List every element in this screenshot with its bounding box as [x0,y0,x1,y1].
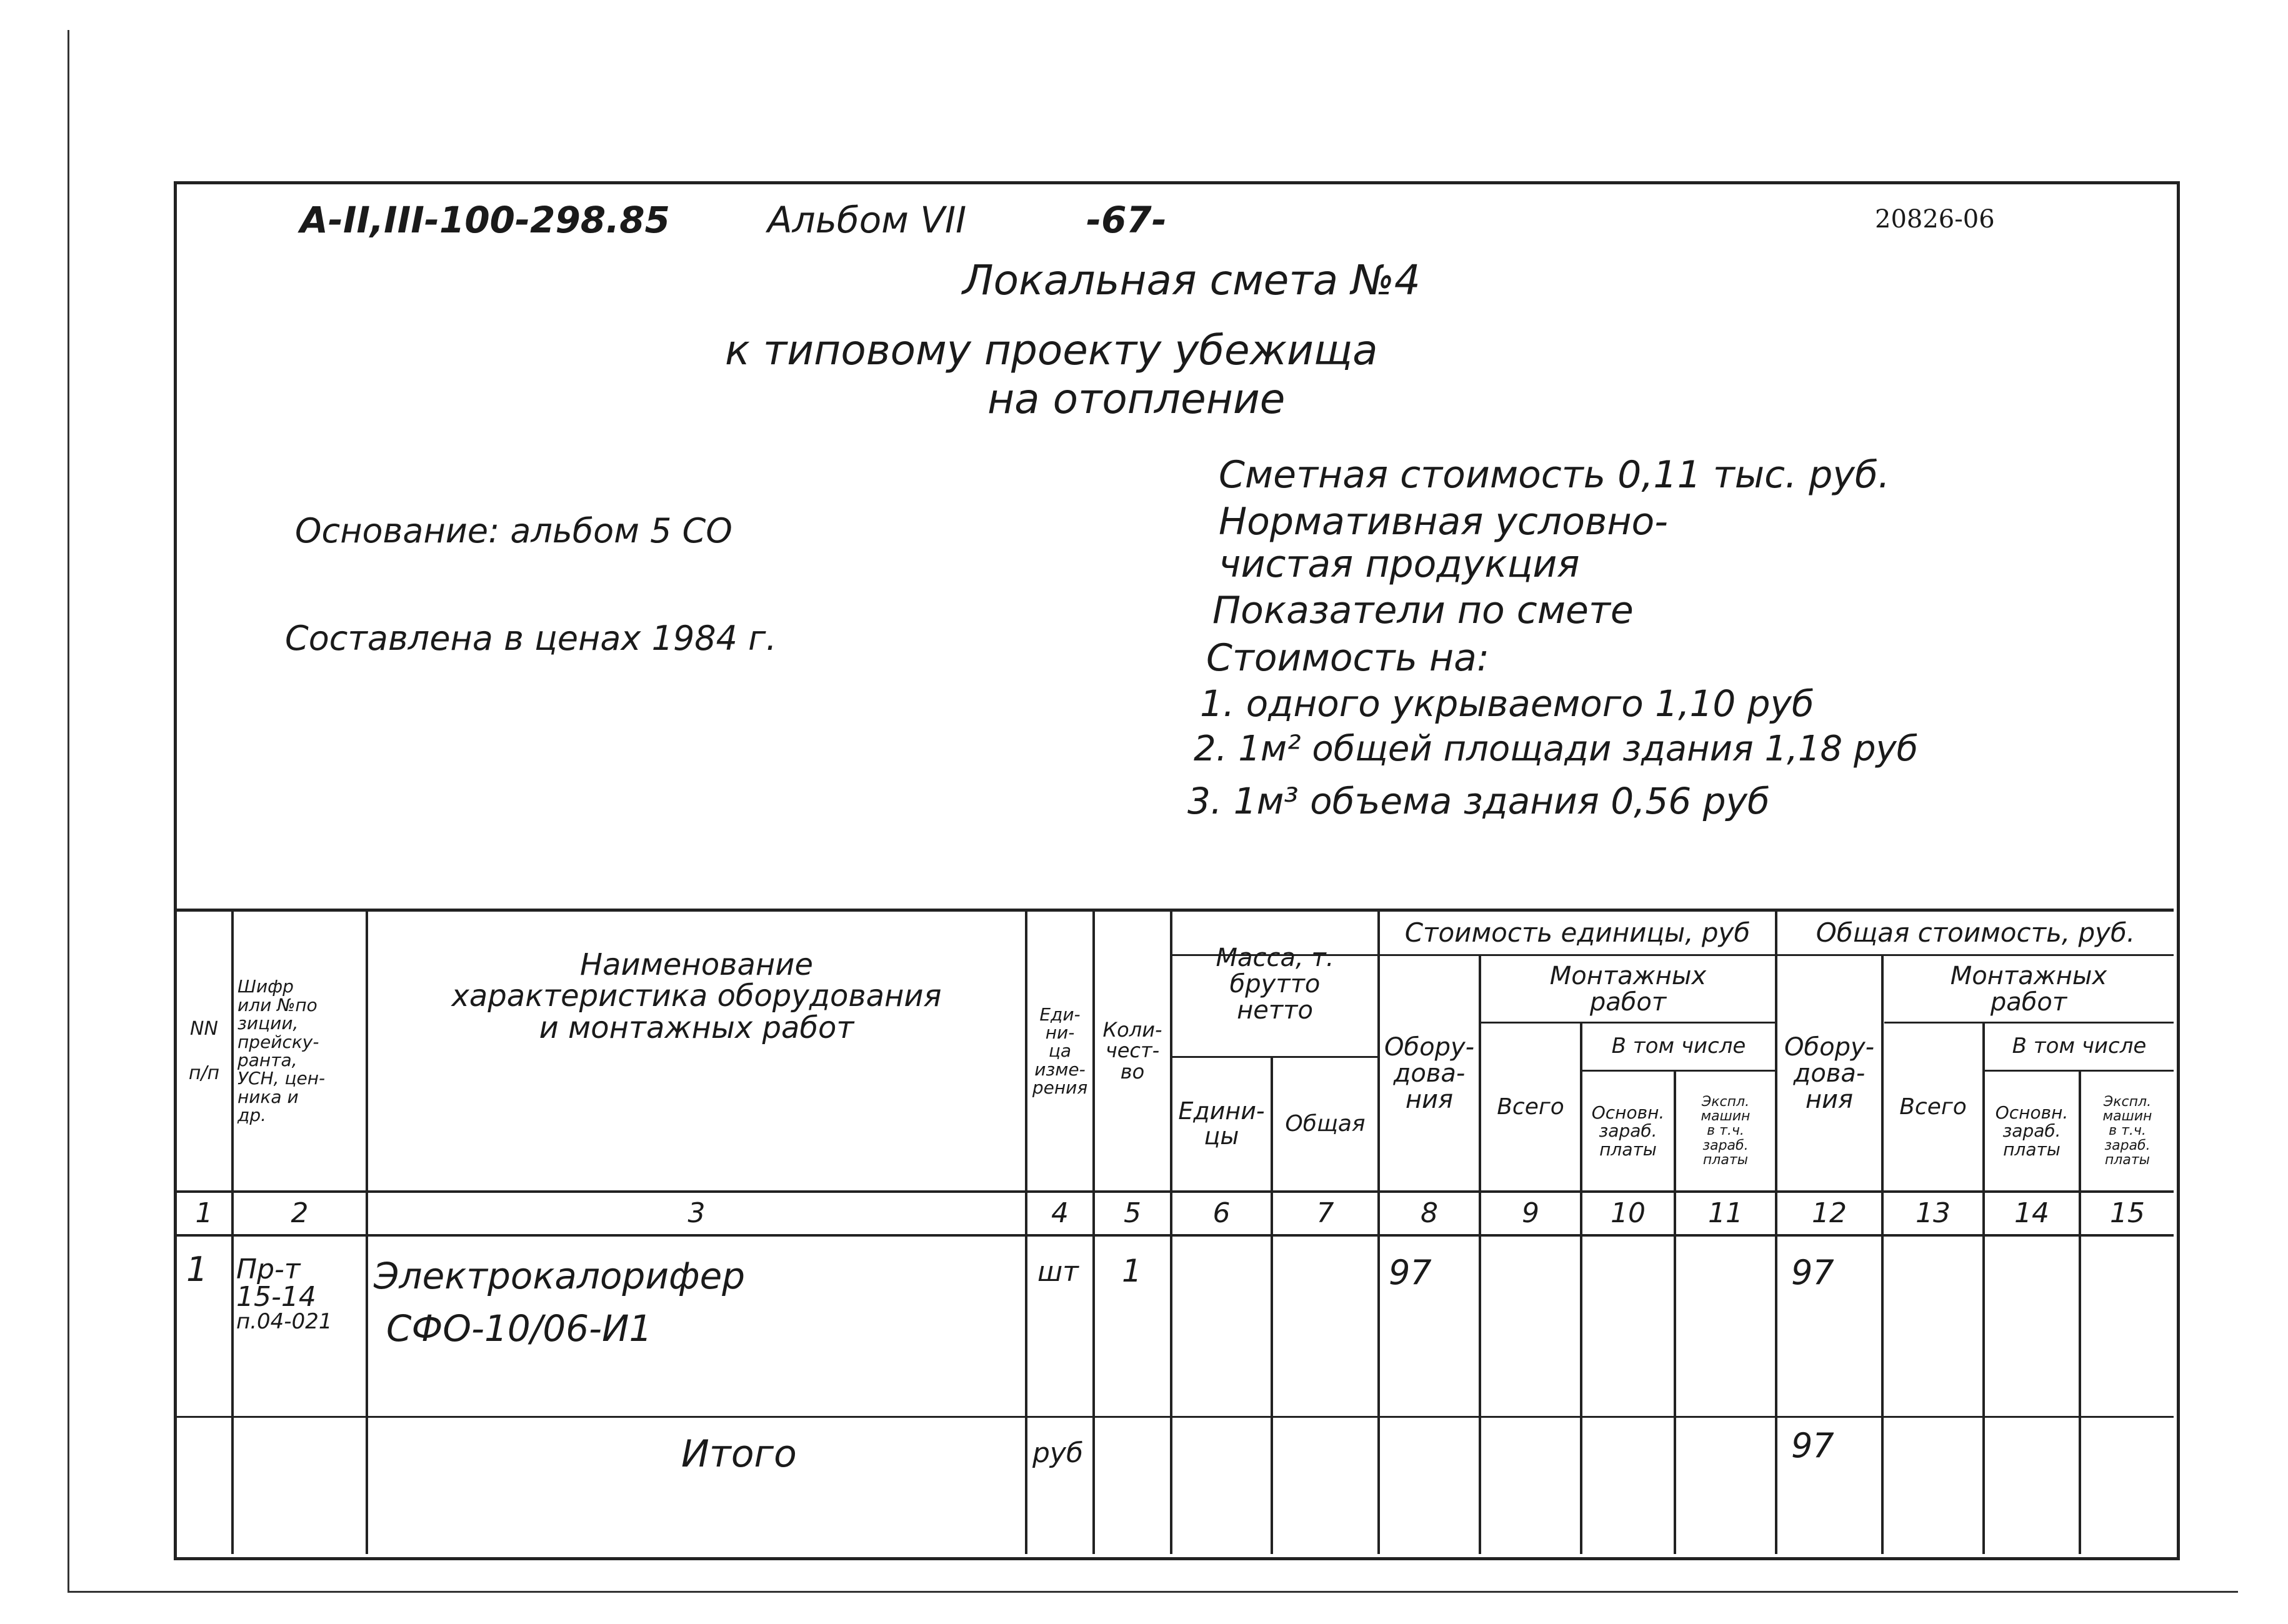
header-mach-unit: Экспл. машин в т.ч. зараб. платы [1701,1094,1751,1168]
colnum-10: 10 [1611,1197,1646,1229]
colnum-11: 11 [1708,1197,1743,1229]
header-total-cost: Общая стоимость, руб. [1816,917,2136,948]
header-incl-total: В том числе [2012,1034,2147,1059]
header-nn: NN п/п [188,1017,220,1084]
row-bottom-line [177,1416,2174,1418]
row-number: 1 [186,1250,208,1289]
row-qty: 1 [1122,1253,1142,1289]
header-wage-unit: Основн. зараб. платы [1591,1102,1665,1160]
colnum-1: 1 [195,1197,213,1229]
header-code: Шифр или №по зиции, прейску- ранта, УСН, цен- ника и др. [237,976,326,1126]
document-title: Локальная смета №4 [962,256,1421,304]
colnum-6: 6 [1212,1197,1231,1229]
colnum-14: 14 [2014,1197,2049,1229]
colnum-2: 2 [291,1197,309,1229]
normative-line-2: чистая продукция [1219,542,1580,586]
header-name: Наименование характеристика оборудования и монтажных работ [451,947,942,1045]
document-subtitle-1: к типовому проекту убежища [725,326,1378,374]
basis-text: Основание: альбом 5 СО [295,511,732,550]
colnum-8: 8 [1421,1197,1438,1229]
header-unit-cost: Стоимость единицы, руб [1404,917,1751,948]
header-mass-unit: Едини- цы [1178,1097,1265,1150]
total-unit: руб [1032,1437,1084,1469]
header-mass: Масса, т. брутто нетто [1216,943,1334,1025]
header-mass-total: Общая [1285,1111,1366,1137]
cost-on-heading: Стоимость на: [1206,636,1490,680]
total-label: Итого [681,1432,797,1476]
colnum-4: 4 [1051,1197,1069,1229]
header-all-unit: Всего [1497,1093,1564,1120]
header-unit: Еди- ни- ца изме- рения [1032,1004,1088,1098]
row-name: Электрокалорифер СФО-10/06-И1 [374,1255,746,1350]
colnum-5: 5 [1124,1197,1141,1229]
header-equip-unit: Обору- дова- ния [1384,1032,1475,1114]
colnum-9: 9 [1522,1197,1539,1229]
indicator-item-3: 3. 1м³ объема здания 0,56 руб [1187,780,1770,822]
indicators-heading: Показатели по смете [1212,589,1634,632]
estimated-cost: Сметная стоимость 0,11 тыс. руб. [1219,453,1890,497]
sheet-number: 20826-06 [1875,205,1995,234]
header-wage-total: Основн. зараб. платы [1995,1102,2069,1160]
colnum-3: 3 [687,1197,706,1229]
document-code: А-II,III-100-298.85 [300,199,670,241]
album-label: Альбом VII [767,199,967,241]
header-incl-unit: В том числе [1611,1034,1746,1059]
normative-line-1: Нормативная условно- [1219,500,1668,544]
header-qty: Коли- чест- во [1102,1017,1162,1083]
total-equip-cost: 97 [1791,1426,1834,1465]
header-all-total: Всего [1899,1093,1967,1120]
document-subtitle-2: на отопление [987,375,1286,423]
row-code: Пр-т 15-14 п.04-021 [236,1253,332,1334]
row-equip-total-cost: 97 [1791,1253,1834,1292]
row-unit: шт [1037,1256,1079,1288]
colnum-13: 13 [1916,1197,1951,1229]
indicator-item-1: 1. одного укрываемого 1,10 руб [1200,682,1814,725]
page-number: -67- [1086,199,1167,241]
prices-text: Составлена в ценах 1984 г. [285,619,777,658]
header-mont-total: Монтажных работ [1950,961,2107,1017]
header-equip-total: Обору- дова- ния [1784,1032,1875,1114]
colnum-15: 15 [2110,1197,2145,1229]
colnum-bottom-line [177,1234,2174,1237]
row-equip-unit-cost: 97 [1389,1253,1432,1292]
header-mach-total: Экспл. машин в т.ч. зараб. платы [2102,1094,2152,1168]
colnum-7: 7 [1316,1197,1334,1229]
indicator-item-2: 2. 1м² общей площади здания 1,18 руб [1194,729,1919,769]
header-mont-unit: Монтажных работ [1549,961,1707,1017]
colnum-12: 12 [1812,1197,1847,1229]
